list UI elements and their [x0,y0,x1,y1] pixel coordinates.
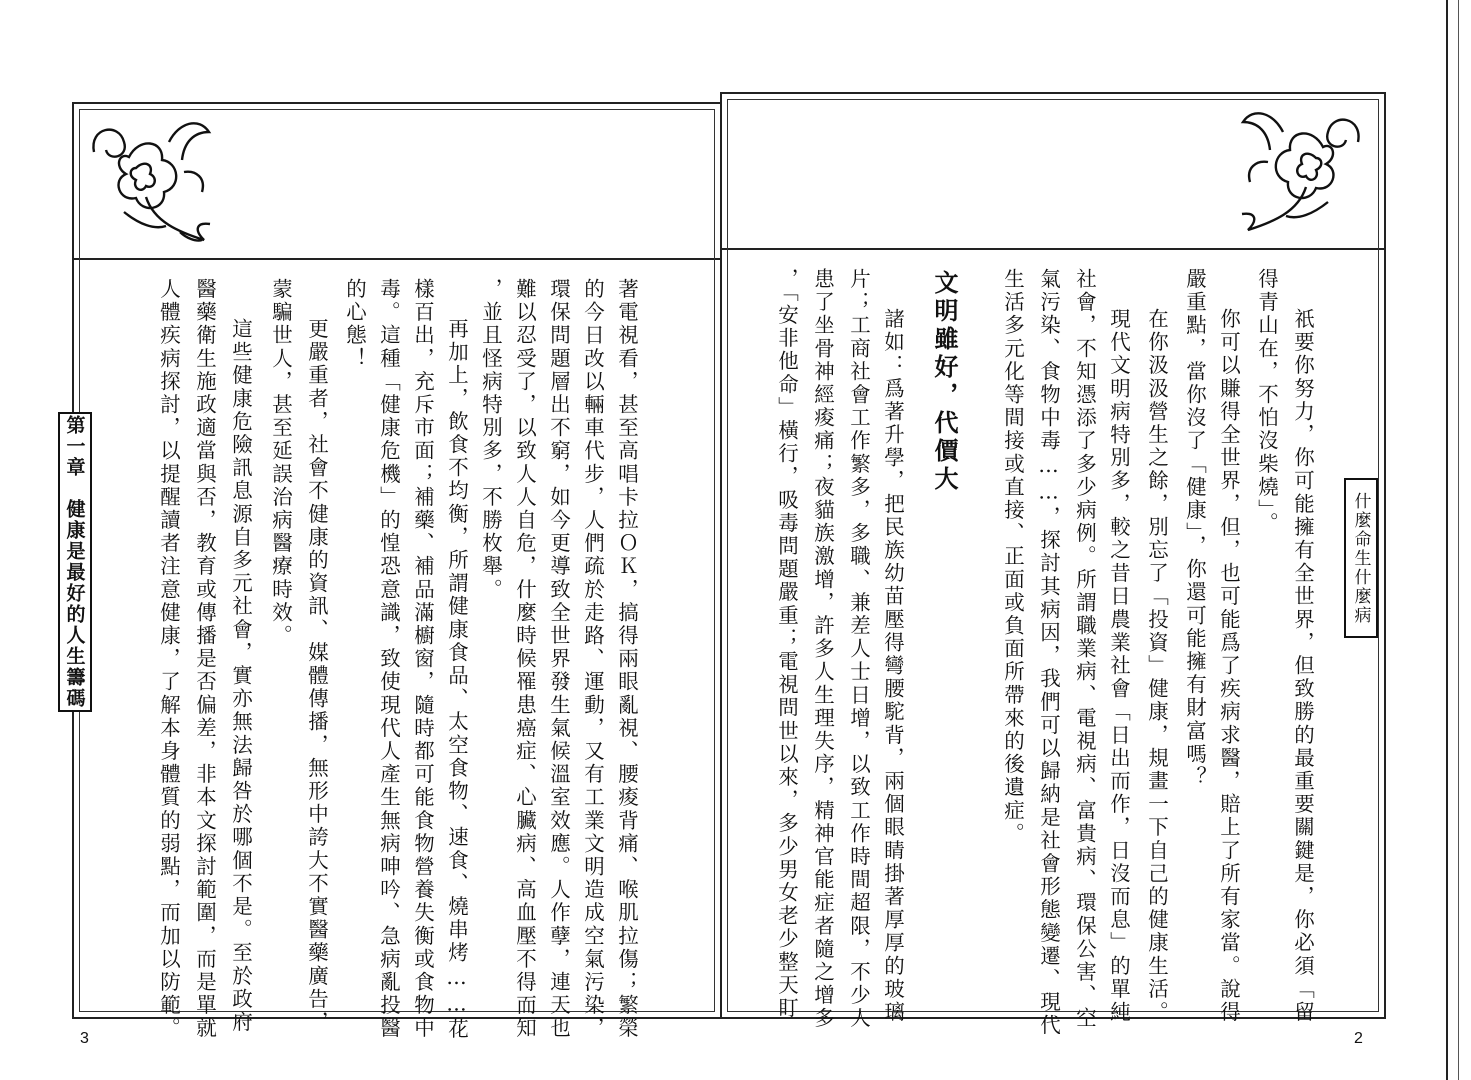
text-column: ，「安非他命」橫行，吸毒問題嚴重；電視問世以來，多少男女老少整天盯 [774,268,799,1021]
text-column: 這些健康危險訊息源自多元社會，實亦無法歸咎於哪個不是。至於政府 [228,318,253,1035]
floral-ornament-icon [84,112,224,252]
text-column: 祇要你努力，你可能擁有全世界，但致勝的最重要關鍵是，你必須「留 [1290,308,1315,1025]
text-column: 毒。這種「健康危機」的惶恐意識，致使現代人產生無病呻吟、急病亂投醫 [376,278,401,1041]
text-column: 的心態！ [342,278,367,371]
text-column: 你可以賺得全世界，但，也可能爲了疾病求醫，賠上了所有家當。說得 [1216,308,1241,1025]
text-column: ，並且怪病特別多，不勝枚舉。 [478,278,503,602]
page-edge-line [1458,0,1459,1080]
section-heading: 文明雖好，代價大 [930,270,958,494]
text-column: 諸如：爲著升學，把民族幼苗壓得彎腰駝背，兩個眼睛掛著厚厚的玻璃 [880,308,905,1025]
chapter-tab: 第一章 健康是最好的人生籌碼 [58,412,92,712]
text-column: 氣污染、食物中毒……，探討其病因，我們可以歸納是社會形態變遷、現代 [1036,268,1061,1038]
text-column: 的今日改以輛車代步，人們疏於走路、運動，又有工業文明造成空氣污染， [580,278,605,1041]
page-edge-line [1446,0,1448,1080]
floral-ornament-icon [1228,102,1368,242]
text-column: 樣百出，充斥市面；補藥、補品滿櫥窗，隨時都可能食物營養失衡或食物中 [410,278,435,1041]
text-column: 患了坐骨神經痠痛；夜貓族激增，許多人生理失序，精神官能症者隨之增多 [810,268,835,1031]
left-header-band [74,104,720,260]
text-column: 更嚴重者，社會不健康的資訊、媒體傳播，無形中誇大不實醫藥廣告， [304,318,329,1035]
text-column: 在你汲汲營生之餘，別忘了「投資」健康，規畫一下自己的健康生活。 [1144,308,1169,1025]
page-number: 3 [80,1030,89,1047]
text-column: 生活多元化等間接或直接、正面或負面所帶來的後遺症。 [1000,268,1025,846]
text-column: 嚴重點，當你沒了「健康」，你還可能擁有財富嗎？ [1182,268,1207,790]
text-column: 著電視看，甚至高唱卡拉ＯＫ，搞得兩眼亂視、腰痠背痛、喉肌拉傷；繁榮 [614,278,639,1041]
text-column: 社會，不知憑添了多少病例。所謂職業病、電視病、富貴病、環保公害、空 [1072,268,1097,1031]
left-page [0,0,720,1080]
text-column: 蒙騙世人，甚至延誤治病醫療時效。 [268,278,293,648]
text-column: 得青山在，不怕沒柴燒」。 [1254,268,1279,535]
right-header-band [722,94,1384,250]
text-column: 現代文明病特別多，較之昔日農業社會「日出而作，日沒而息」的單純 [1106,308,1131,1025]
text-column: 難以忍受了，以致人人自危，什麼時候罹患癌症、心臟病、高血壓不得而知 [512,278,537,1041]
text-column: 再加上，飲食不均衡，所謂健康食品、太空食物、速食、燒串烤……花 [444,318,469,1042]
text-column: 人體疾病探討，以提醒讀者注意健康，了解本身體質的弱點，而加以防範。 [156,278,181,1041]
text-column: 片；工商社會工作繁多，多職、兼差人士日增，以致工作時間超限，不少人 [846,268,871,1031]
text-column: 環保問題層出不窮，如今更導致全世界發生氣候溫室效應。人作孽，連天也 [546,278,571,1041]
page-number: 2 [1354,1030,1363,1047]
running-title-tab: 什麼命生什麼病 [1344,478,1378,638]
text-column: 醫藥衛生施政適當與否，教育或傳播是否偏差，非本文探討範圍，而是單就 [192,278,217,1041]
